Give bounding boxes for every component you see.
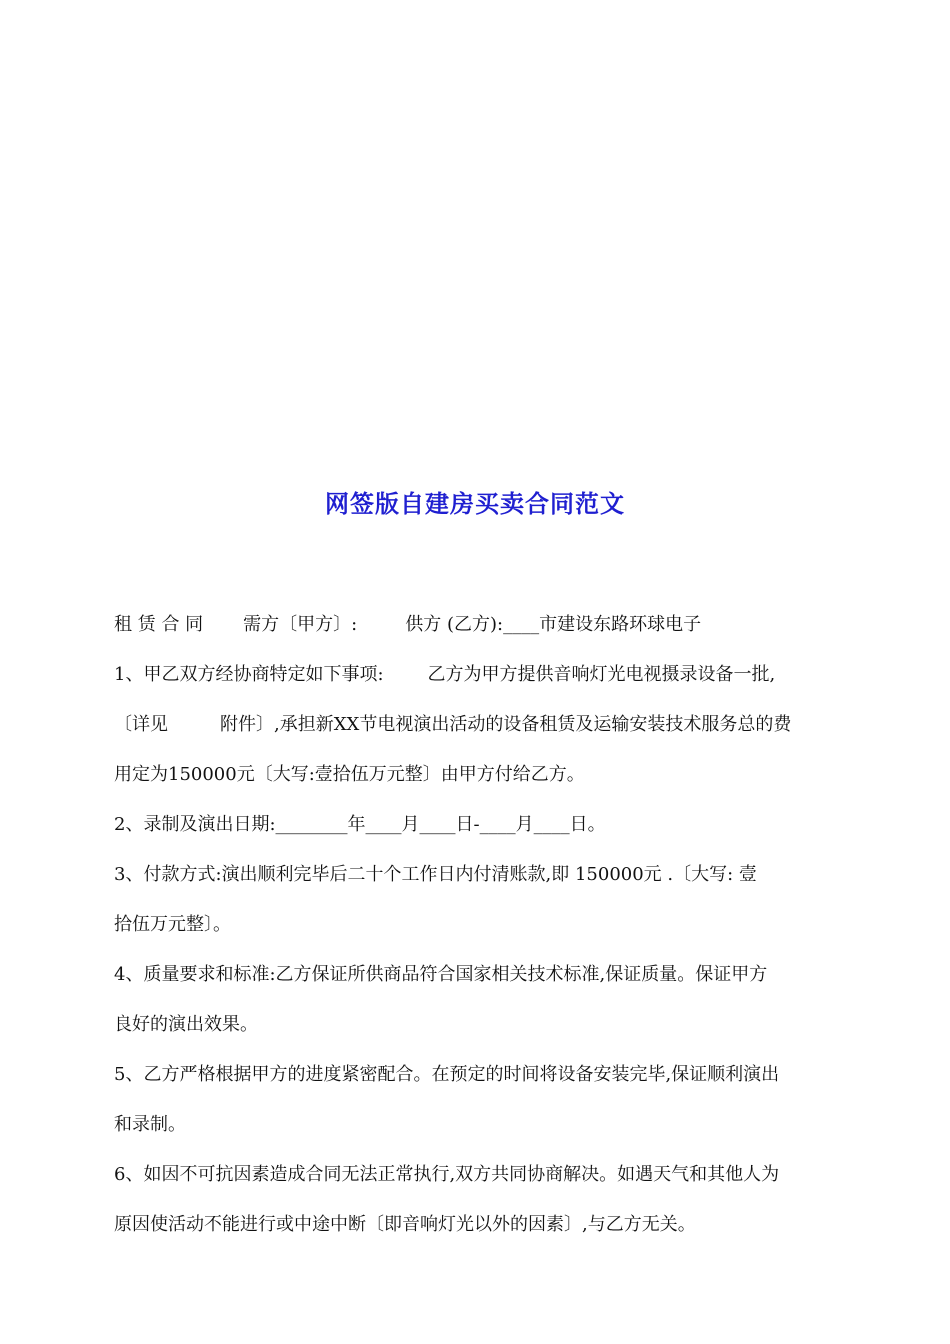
document-title: 网签版自建房买卖合同范文 (325, 490, 625, 518)
clause-6-line-1: 6、如因不可抗因素造成合同无法正常执行,双方共同协商解决。如遇天气和其他人为 (114, 1164, 780, 1185)
header-line (114, 600, 836, 650)
clause-5-line-2: 和录制。 (114, 1114, 186, 1135)
clause-3-line-1: 3、付款方式:演出顺利完毕后二十个工作日内付清账款,即 150000元 .〔大写: 壹 (114, 864, 757, 885)
party-a-label: 需方〔甲方〕: (243, 614, 358, 635)
clause-2: 2、录制及演出日期:________年____月____日-____月____日。 (114, 814, 606, 835)
clause-1-see: 〔详见 (114, 714, 168, 735)
clause-1-intro: 1、甲乙双方经协商特定如下事项: (114, 664, 384, 685)
clause-1-line-3: 用定为150000元〔大写:壹拾伍万元整〕由甲方付给乙方。 (114, 764, 585, 785)
clause-1-line-2 (114, 700, 836, 750)
clause-3-line-2: 拾伍万元整〕。 (114, 914, 231, 935)
contract-label: 租 赁 合 同 (114, 614, 204, 635)
clause-4-line-2: 良好的演出效果。 (114, 1014, 258, 1035)
clause-5-line-1: 5、乙方严格根据甲方的进度紧密配合。在预定的时间将设备安装完毕,保证顺利演出 (114, 1064, 780, 1085)
clause-1-line-1 (114, 650, 836, 700)
clause-1-attachment: 附件〕,承担新XX节电视演出活动的设备租赁及运输安装技术服务总的费 (220, 714, 792, 735)
document-body (114, 600, 836, 1250)
clause-6-line-2: 原因使活动不能进行或中途中断〔即音响灯光以外的因素〕,与乙方无关。 (114, 1214, 696, 1235)
party-b-label: 供方 (乙方):____市建设东路环球电子 (405, 614, 702, 635)
clause-1-text: 乙方为甲方提供音响灯光电视摄录设备一批, (427, 664, 776, 685)
clause-4-line-1: 4、质量要求和标准:乙方保证所供商品符合国家相关技术标准,保证质量。保证甲方 (114, 964, 768, 985)
